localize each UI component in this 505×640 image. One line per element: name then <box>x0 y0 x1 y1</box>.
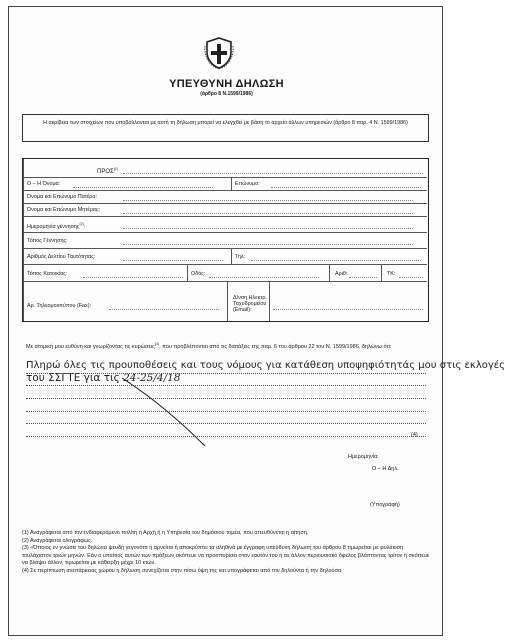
date-label: Ημερομηνία: <box>348 454 379 460</box>
birthdate-label: Ημερομηνία γέννησης$^{(2)}$: <box>27 222 86 230</box>
footnote-2: (2) Αναγράφεται ολογράφως. <box>22 537 93 544</box>
declarant-label: Ο – Η Δηλ. <box>372 466 399 472</box>
footnote-1: (1) Αναγράφεται από τον ενδιαφερόμενο πολίτη ή Αρχή ή η Υπηρεσία του δημόσιου τομέα, που απευθύνεται η αίτηση. <box>22 530 309 536</box>
recipient-label: ΠΡΟΣ$^{(1)}$ <box>97 167 118 175</box>
form-divider <box>269 281 270 321</box>
form-row-residence <box>23 264 427 282</box>
mother-field[interactable] <box>123 213 413 214</box>
birthplace-label: Τόπος Γέννησης: <box>27 238 68 244</box>
intro-notice <box>22 114 429 142</box>
form-divider <box>231 248 232 264</box>
footnote-3: (3) «Όποιος εν γνώσει του δηλώνει ψευδή γεγονότα ή αρνείται ή αποκρύπτει τα αληθινά με έγγραφη υπεύθυνη δήλωση του άρθρου 8 τιμωρείται με φυλάκιση τουλάχιστον τριών μηνών. Εάν ο υπαίτιος αυτών των πράξεων σκόπευε να προσπορίσει στον εαυτόν του ή σε άλλον περιουσιακό όφελος βλάπτοντας τρίτον ή σκόπευε να βλάψει άλλον, τιμωρείται με κάθειρξη μέχρι 10 ετών. <box>22 545 430 567</box>
name-label: Ο – Η Όνομα: <box>27 181 61 187</box>
signature-label: (Υπογραφή) <box>370 502 400 508</box>
greek-emblem-icon <box>204 36 234 70</box>
form-row-recipient <box>23 159 427 178</box>
footnotes <box>22 530 430 576</box>
footnote-4: (4) Σε περίπτωση ανεπάρκειας χώρου η δήλωση συνεχίζεται στην πίσω όψη της και υπογράφεται από τον δηλούντα ή την δηλούσα. <box>22 567 343 574</box>
handwritten-line-1: Πληρώ όλες τις προυποθέσεις και τους νόμους για κατάθεση υποψηφιότητάς μου στις εκλογές <box>26 360 505 371</box>
postcode-label: ΤΚ: <box>387 271 396 277</box>
birthdate-field[interactable] <box>123 228 413 229</box>
declaration-text: Με ατομική μου ευθύνη και γνωρίζοντας τις κυρώσεις$^{(3)}$, που προβλέπονται από τις διατάξεις της παρ. 6 του άρθρου 22 του Ν. 1599/1986, δηλώνω ότι: <box>26 342 392 350</box>
form-divider <box>23 159 24 321</box>
street-field[interactable] <box>209 277 319 278</box>
document-title: ΥΠΕΥΘΥΝΗ ΔΗΛΩΣΗ <box>169 78 284 90</box>
form-divider <box>231 177 232 190</box>
father-field[interactable] <box>123 200 413 201</box>
id-number-label: Αριθμός Δελτίου Ταυτότητας: <box>27 254 96 260</box>
form-divider <box>329 264 330 281</box>
form-divider <box>187 264 188 281</box>
birthplace-field[interactable] <box>123 244 413 245</box>
personal-details-form <box>22 158 429 322</box>
intro-text: Η ακρίβεια των στοιχείων που υποβάλλονται με αυτή τη δήλωση μπορεί να ελεγχθεί με βάση το αρχείο άλλων υπηρεσιών (άρθρο 8 παρ. 4 Ν. 1599/1986) <box>43 120 408 126</box>
surname-field[interactable] <box>271 187 421 188</box>
fax-label: Αρ. Τηλεομοιοτύπου (Fax): <box>27 303 92 309</box>
residence-label: Τόπος Κατοικίας: <box>27 271 68 277</box>
phone-field[interactable] <box>251 260 421 261</box>
email-label: Δ/νση Ηλεκτρ. Ταχυδρομείου (Email): <box>233 295 267 313</box>
surname-label: Επώνυμο: <box>235 181 260 187</box>
form-row-father <box>23 190 427 204</box>
mother-label: Όνομα και Επώνυμο Μητέρας: <box>27 207 101 213</box>
form-row-birthdate <box>23 216 427 233</box>
form-divider <box>381 264 382 281</box>
postcode-field[interactable] <box>399 277 423 278</box>
father-label: Όνομα και Επώνυμο Πατέρα: <box>27 194 97 200</box>
continuation-marker: (4) <box>411 432 418 438</box>
form-row-contact <box>23 281 427 321</box>
phone-label: Τηλ: <box>235 254 246 260</box>
number-label: Αριθ: <box>335 271 348 277</box>
form-row-id <box>23 248 427 265</box>
declaration-line <box>26 373 426 374</box>
id-number-field[interactable] <box>123 260 223 261</box>
handwritten-line-2: του ΣΣΓΤΕ για τις 24-25/4/18 <box>26 372 181 384</box>
pen-stroke-mark <box>120 376 230 451</box>
form-divider <box>227 281 228 321</box>
form-row-mother <box>23 203 427 217</box>
recipient-field[interactable] <box>123 173 423 174</box>
form-row-name <box>23 177 427 191</box>
fax-field[interactable] <box>109 309 219 310</box>
number-field[interactable] <box>349 277 377 278</box>
form-row-birthplace <box>23 232 427 249</box>
name-field[interactable] <box>73 187 213 188</box>
handwritten-date: 24-25/4/18 <box>123 372 181 384</box>
document-subtitle: (άρθρο 8 Ν.1599/1986) <box>200 91 253 97</box>
residence-field[interactable] <box>83 277 183 278</box>
street-label: Οδός: <box>191 271 206 277</box>
email-field[interactable] <box>273 309 423 310</box>
